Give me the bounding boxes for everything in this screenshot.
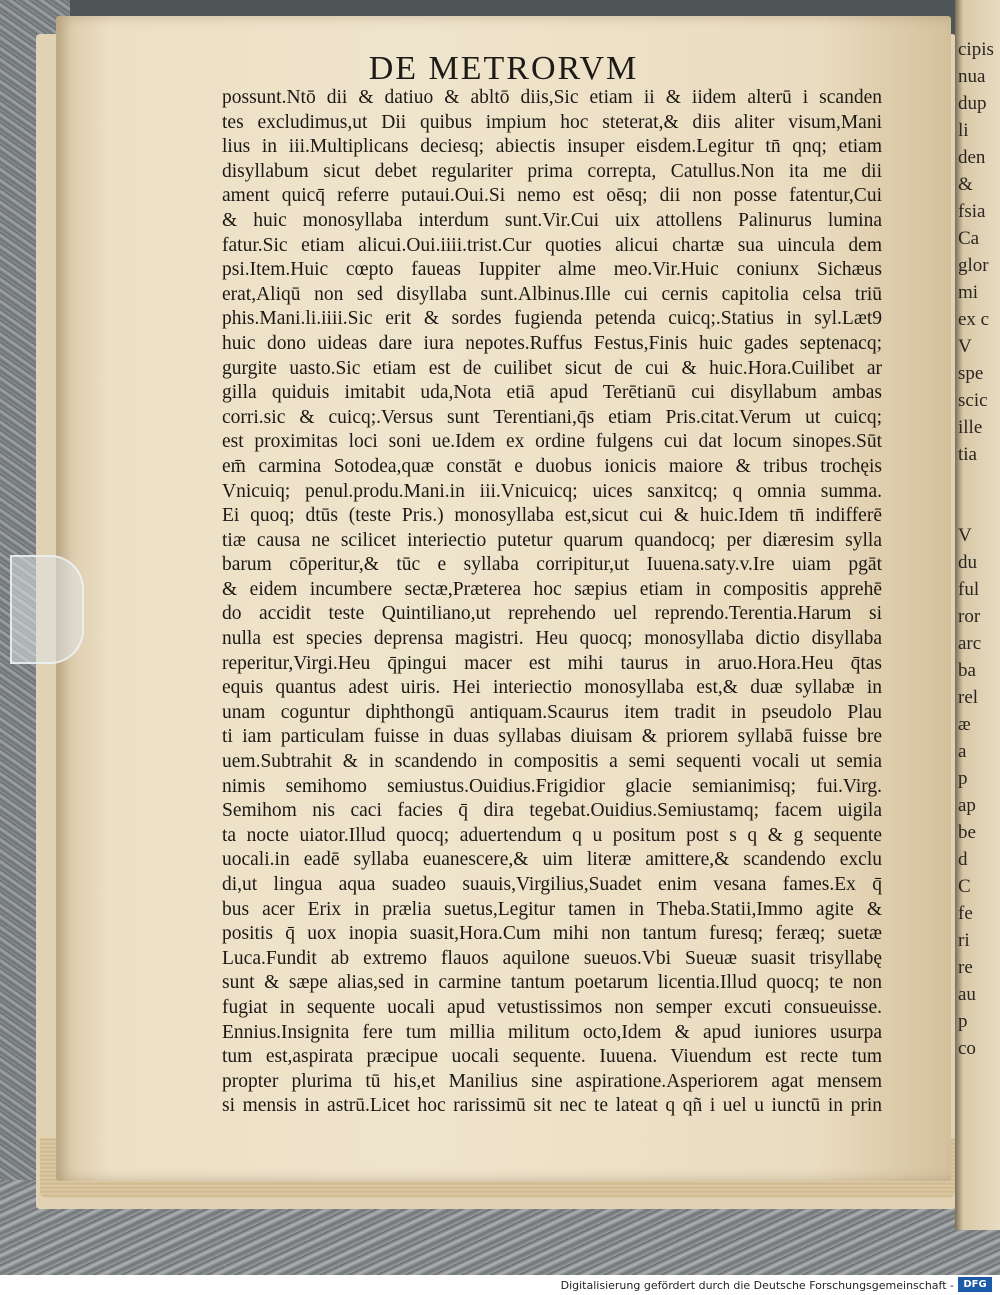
text-line: barum cōperitur,& tūc e syllaba corripitur,ut Iuuena.saty.v.Ire uiam pgāt [222, 554, 882, 576]
text-line: gurgite uasto.Sic etiam est de cuilibet sicut de cui & huic.Hora.Cuilibet ar [222, 357, 882, 379]
text-line: & huic monosyllaba interdum sunt.Vir.Cui uix attollens Palinurus lumina [222, 209, 882, 231]
text-line: psi.Item.Huic cœpto faueas Iuppiter alme meo.Vir.Huic coniunx Sichæus [222, 259, 882, 281]
facing-page-fragment: ille [958, 417, 983, 438]
text-line: tum est,aspirata præcipue uocali sequente. Iuuena. Viuendum est recte tum [222, 1046, 882, 1068]
text-line: Vnicuiq; penul.produ.Mani.in iii.Vnicuicq; uices sanxitcq; q omnia summa. [222, 480, 882, 502]
facing-page-fragment: den [958, 147, 986, 168]
facing-page-fragment: fe [958, 903, 973, 924]
text-line: nimis semihomo semiustus.Ouidius.Frigidior glacie semianimisq; fui.Virg. [222, 775, 882, 797]
facing-page-fragment: a [958, 741, 967, 762]
facing-page-fragment: co [958, 1038, 976, 1059]
text-line: propter plurima tū his,et Manilius sine aspiratione.Asperiorem agat mensem [222, 1070, 882, 1092]
text-line: em̄ carmina Sotodea,quæ constāt e duobus ionicis maiore & tribus trochęis [222, 455, 882, 477]
text-line: nulla est species deprensa magistri. Heu quocq; monosyllaba dictio disyllaba [222, 628, 882, 650]
text-line: lius in iii.Multiplicans deciesq; abiectis insuper eisdem.Legitur tn̄ qnq; etiam [222, 136, 882, 158]
text-line: fugiat in sequente uocali apud vetustissimos non semper excuti consueuisse. [222, 996, 882, 1018]
facing-page-fragment [958, 468, 1000, 495]
facing-page-fragment: be [958, 822, 976, 843]
facing-page-fragment: & [958, 174, 973, 195]
facing-page-fragment: dup [958, 93, 987, 114]
text-line: disyllabum sicut debet regulariter prima correpta, Catullus.Non ita me dii [222, 160, 882, 182]
facing-page-fragment: ri [958, 930, 970, 951]
text-line: si mensis in astrū.Licet hoc rarissimū sit nec te lateat q qñ i uel u iunctū in prin [222, 1095, 882, 1117]
text-line: & eidem incumbere sectæ,Præterea hoc sæpius etiam in compositis apprehē [222, 578, 882, 600]
facing-page-fragment: C [958, 876, 971, 897]
book-clip [10, 555, 84, 664]
facing-page-fragment: du [958, 552, 977, 573]
page-text [222, 86, 882, 1119]
text-line: Luca.Fundit ab extremo flauos aquilone sueuos.Vbi Sueuæ suasit trisyllabę [222, 947, 882, 969]
facing-page-fragment: li [958, 120, 969, 141]
facing-page-fragment: d [958, 849, 968, 870]
text-line: gilla quiduis imitabit uda,Nota etiā apud Terētianū cui disyllabum ambas [222, 382, 882, 404]
facing-page-fragment: p [958, 1011, 968, 1032]
text-line: Ei quoq; dtūs (teste Pris.) monosyllaba est,sicut cui & huic.Idem tn̄ indifferē [222, 505, 882, 527]
text-line: Semihom nis caci facies q̄ dira tegebat.Ouidius.Semiustamq; facem uigila [222, 800, 882, 822]
facing-page-fragment: æ [958, 714, 971, 735]
facing-page-fragment: ror [958, 606, 981, 627]
text-line: bus acer Erix in prælia suetus,Legitur tamen in Theba.Statii,Immo agite & [222, 898, 882, 920]
text-line: ti iam particulam fuisse in duas syllabas diuisam & priorem syllabā fuisse bre [222, 726, 882, 748]
facing-page-fragment: Ca [958, 228, 980, 249]
facing-page-fragment: fsia [958, 201, 986, 222]
facing-page-fragment: rel [958, 687, 979, 708]
facing-page-fragment: glor [958, 255, 989, 276]
facing-page-fragment: arc [958, 633, 982, 654]
text-line: fatur.Sic etiam alicui.Oui.iiii.trist.Cur quoties alicui chartæ sua uincula dem [222, 234, 882, 256]
text-line: est proximitas loci soni ue.Idem ex ordine fulgens cui dat locum sinopes.Sūt [222, 431, 882, 453]
text-line: di,ut lingua aqua suadeo suauis,Virgilius,Suadet enim vesana fames.Ex q̄ [222, 874, 882, 895]
facing-page-fragment: ful [958, 579, 980, 600]
text-line: uem.Subtrahit & in scandendo in compositis a semi sequenti vocali ut semia [222, 751, 882, 773]
page-title: DE METRORVM [368, 50, 639, 87]
text-line: reperitur,Virgi.Heu q̄pingui macer est mihi taurus in aruo.Hora.Heu q̄tas [222, 652, 882, 674]
facing-page-fragment: ba [958, 660, 976, 681]
text-line: unam coguntur diphthongū antiquam.Scaurus item tradit in pseudolo Plau [222, 701, 882, 723]
text-line: positis q̄ uox inopia suasit,Hora.Cum mihi non tantum furesq; feræq; suetæ [222, 923, 882, 945]
text-line: tes excludimus,ut Dii quibus impium hoc steterat,& diis aliter visum,Mani [222, 111, 882, 133]
facing-page-fragment: ex c [958, 309, 990, 330]
text-line: ament quicq̄ referre putaui.Oui.Si nemo est oēsq; dii non posse fatentur,Cui [222, 185, 882, 207]
facing-page-fragment: V [958, 336, 972, 357]
text-line: tiæ causa ne scilicet interiectio putetur quarum quandocq; per diæresim sylla [222, 529, 882, 551]
facing-page-text [958, 36, 1000, 1062]
text-line: huic dono uideas dare iura nepotes.Ruffus Festus,Finis huic gades septenacq; [222, 332, 882, 354]
text-line: sunt & sæpe alias,sed in carmine tantum poetarum licentia.Illud quocq; te non [222, 972, 882, 994]
text-line: corri.sic & cuicq;.Versus sunt Terentiani,q̄s etiam Pris.citat.Verum ut cuicq; [222, 406, 882, 428]
facing-page-fragment: V [958, 525, 972, 546]
facing-page-fragment: mi [958, 282, 979, 303]
text-line: ta nocte uiator.Illud quocq; aduertendum q u positum post s q & g sequente [222, 824, 882, 846]
facing-page-fragment: scic [958, 390, 988, 411]
facing-page-fragment [958, 495, 1000, 522]
text-line: Ennius.Insignita fere tum millia militum octo,Idem & apud iuniores usurpa [222, 1021, 882, 1043]
facing-page-fragment: cipis [958, 39, 994, 60]
text-line: uocali.in eadē syllaba euanescere,& uim literæ amittere,& scandendo exclu [222, 849, 882, 871]
dfg-logo: DFG [958, 1277, 992, 1292]
facing-page-fragment: re [958, 957, 973, 978]
text-line: do accidit teste Quintiliano,ut reprehendo uel reprendo.Terentia.Harum si [222, 603, 882, 625]
facing-page-fragment: tia [958, 444, 977, 465]
facing-page-fragment: au [958, 984, 976, 1005]
text-line: phis.Mani.li.iiii.Sic erit & sordes fugienda petenda cuicq;.Statius in syl.Læt9 [222, 308, 882, 330]
facing-page-fragment: nua [958, 66, 986, 87]
facing-page-fragment: spe [958, 363, 984, 384]
facing-page-fragment: ap [958, 795, 976, 816]
footer-credit: Digitalisierung gefördert durch die Deutsche Forschungsgemeinschaft - [560, 1279, 954, 1292]
facing-page-fragment: p [958, 768, 968, 789]
text-line: erat,Aliqū non sed disyllaba sunt.Albinus.Ille cui cernis capitolia celsa triū [222, 283, 882, 305]
text-line: possunt.Ntō dii & datiuo & abltō diis,Sic etiam ii & iidem alterū i scanden [222, 87, 882, 108]
text-line: equis quantus adest uiris. Hei interiectio monosyllaba est,& duæ syllabæ in [222, 677, 882, 699]
